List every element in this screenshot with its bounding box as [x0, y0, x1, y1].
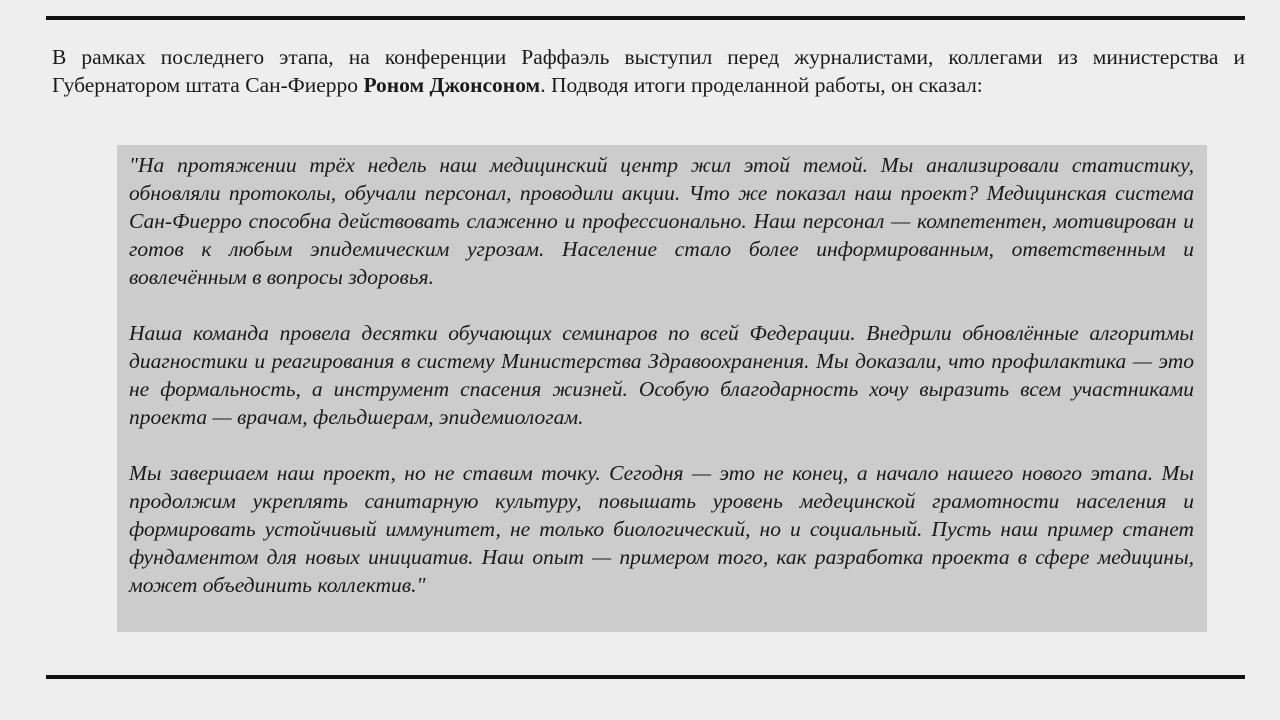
- quote-block: [117, 145, 1207, 632]
- quote-paragraph-2: Наша команда провела десятки обучающих семинаров по всей Федерации. Внедрили обновлённые алгоритмы диагностики и реагирования в систему Министерства Здравоохранения. Мы доказали, что профилактика — это не формальность, а инструмент спасения жизней. Особую благодарность хочу выразить всем участниками проекта — врачам, фельдшерам, эпидемиологам.: [129, 321, 1194, 429]
- intro-text-after: . Подводя итоги проделанной работы, он сказал:: [540, 73, 983, 97]
- governor-name: Роном Джонсоном: [363, 73, 541, 97]
- intro-paragraph: [52, 43, 1245, 99]
- intro-text-before: В рамках последнего этапа, на конференции Раффаэль выступил перед журналистами, коллегами из министерства и Губернатором штата Сан-Фиерро: [52, 45, 1245, 97]
- bottom-divider: [46, 675, 1245, 679]
- quote-paragraph-1: "На протяжении трёх недель наш медицинский центр жил этой темой. Мы анализировали статистику, обновляли протоколы, обучали персонал, проводили акции. Что же показал наш проект? Медицинская система Сан-Фиерро способна действовать слаженно и профессионально. Наш персонал — компетентен, мотивирован и готов к любым эпидемическим угрозам. Население стало более информированным, ответственным и вовлечённым в вопросы здоровья.: [129, 153, 1194, 289]
- top-divider: [46, 16, 1245, 20]
- quote-paragraph-3: Мы завершаем наш проект, но не ставим точку. Сегодня — это не конец, а начало нашего нового этапа. Мы продолжим укреплять санитарную культуру, повышать уровень медецинской грамотности населения и формировать устойчивый иммунитет, не только биологический, но и социальный. Пусть наш пример станет фундаментом для новых инициатив. Наш опыт — примером того, как разработка проекта в сфере медицины, может объединить коллектив.": [129, 461, 1194, 597]
